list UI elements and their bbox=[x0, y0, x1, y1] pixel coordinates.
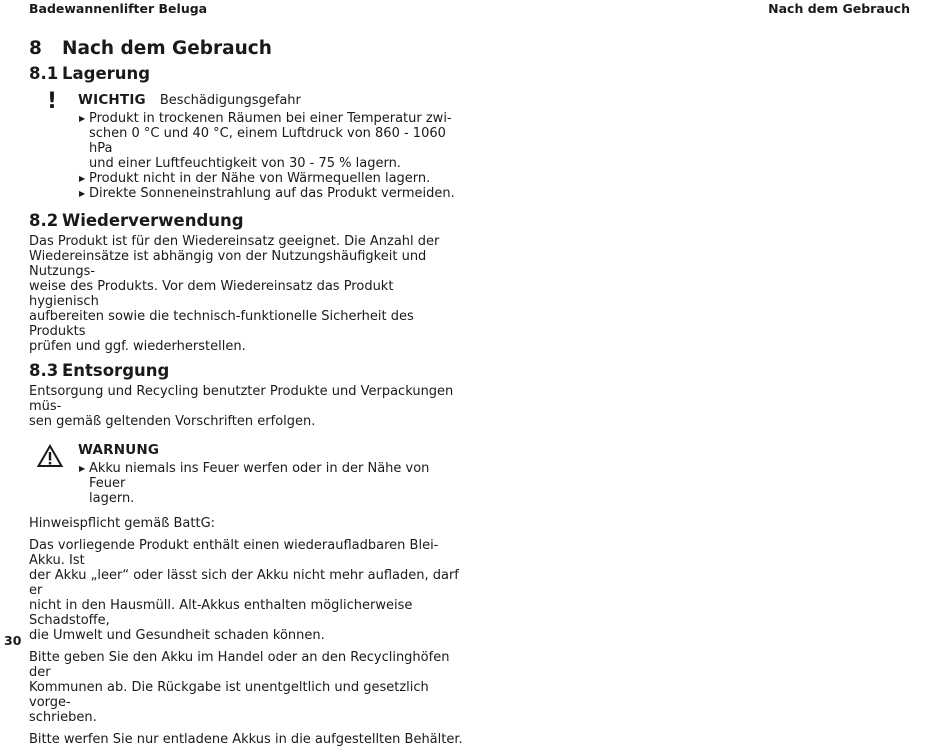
exclamation-icon: ! bbox=[47, 89, 58, 114]
battg-hint-title: Hinweispflicht gemäß BattG: bbox=[29, 516, 216, 531]
section-number: 8.1 bbox=[29, 64, 59, 83]
page-number: 30 bbox=[4, 633, 22, 648]
paragraph-discharged-batteries: Bitte werfen Sie nur entladene Akkus in die aufgestellten Behälter. bbox=[29, 732, 463, 747]
section-heading-wiederverwendung bbox=[29, 211, 465, 231]
signal-word-warning: WARNUNG bbox=[78, 442, 160, 458]
notice-bullet-list bbox=[78, 111, 465, 201]
bullet-triangle-icon: ▶ bbox=[79, 114, 86, 123]
section-heading-entsorgung bbox=[29, 361, 465, 381]
section-title: Wiederverwendung bbox=[62, 211, 244, 230]
signal-word-important: WICHTIG bbox=[78, 92, 146, 108]
chapter-heading bbox=[29, 38, 465, 64]
warning-triangle-icon bbox=[37, 444, 63, 472]
chapter-title: Nach dem Gebrauch bbox=[62, 38, 272, 59]
list-item: ▶ Akku niemals ins Feuer werfen oder in der Nähe von Feuer lagern. bbox=[79, 461, 430, 506]
bullet-triangle-icon: ▶ bbox=[79, 174, 86, 183]
notice-warning bbox=[29, 441, 465, 506]
list-item: ▶ Direkte Sonneneinstrahlung auf das Produkt vermeiden. bbox=[79, 186, 455, 201]
list-item: ▶ Produkt nicht in der Nähe von Wärmequellen lagern. bbox=[79, 171, 431, 186]
section-number: 8.3 bbox=[29, 361, 59, 380]
running-header-title: Badewannenlifter Beluga bbox=[29, 1, 208, 16]
notice-important bbox=[29, 91, 465, 201]
chapter-number: 8 bbox=[29, 38, 42, 59]
section-title: Entsorgung bbox=[62, 361, 170, 380]
bullet-triangle-icon: ▶ bbox=[79, 189, 86, 198]
bullet-triangle-icon: ▶ bbox=[79, 464, 86, 473]
paragraph-disposal-intro: Entsorgung und Recycling benutzter Produkte und Verpackungen müs- sen gemäß geltenden Vorschriften erfolgen. bbox=[29, 384, 454, 429]
warning-bullet-list bbox=[78, 461, 465, 506]
main-column bbox=[29, 38, 465, 747]
paragraph-battery-info: Das vorliegende Produkt enthält einen wiederaufladbaren Blei-Akku. Ist der Akku „leer“ oder lässt sich der Akku nicht mehr aufladen, darf er nicht in den Hausmüll. Alt-Akkus enthalten möglicherweise Schadstoffe, die Umwelt und Gesundheit schaden können. bbox=[29, 538, 459, 643]
paragraph-reuse: Das Produkt ist für den Wiedereinsatz geeignet. Die Anzahl der Wiedereinsätze ist abhängig von der Nutzungshäufigkeit und Nutzungs- weise des Produkts. Vor dem Wiedereinsatz das Produkt hygienisch aufbereiten sowie die technisch-funktionelle Sicherheit des Produkts prüfen und ggf. wiederherstellen. bbox=[29, 234, 440, 354]
list-item: ▶ Produkt in trockenen Räumen bei einer Temperatur zwi- schen 0 °C und 40 °C, einem Luftdruck von 860 - 1060 hPa und einer Luftfeuchtigkeit von 30 - 75 % lagern. bbox=[79, 111, 452, 171]
section-heading-lagerung bbox=[29, 64, 465, 84]
paragraph-battery-return: Bitte geben Sie den Akku im Handel oder an den Recyclinghöfen der Kommunen ab. Die Rückgabe ist unentgeltlich und gesetzlich vorge- schrieben. bbox=[29, 650, 450, 725]
section-title: Lagerung bbox=[62, 64, 151, 83]
hazard-text: Beschädigungsgefahr bbox=[159, 93, 301, 108]
section-number: 8.2 bbox=[29, 211, 59, 230]
running-header-chapter: Nach dem Gebrauch bbox=[768, 1, 910, 16]
